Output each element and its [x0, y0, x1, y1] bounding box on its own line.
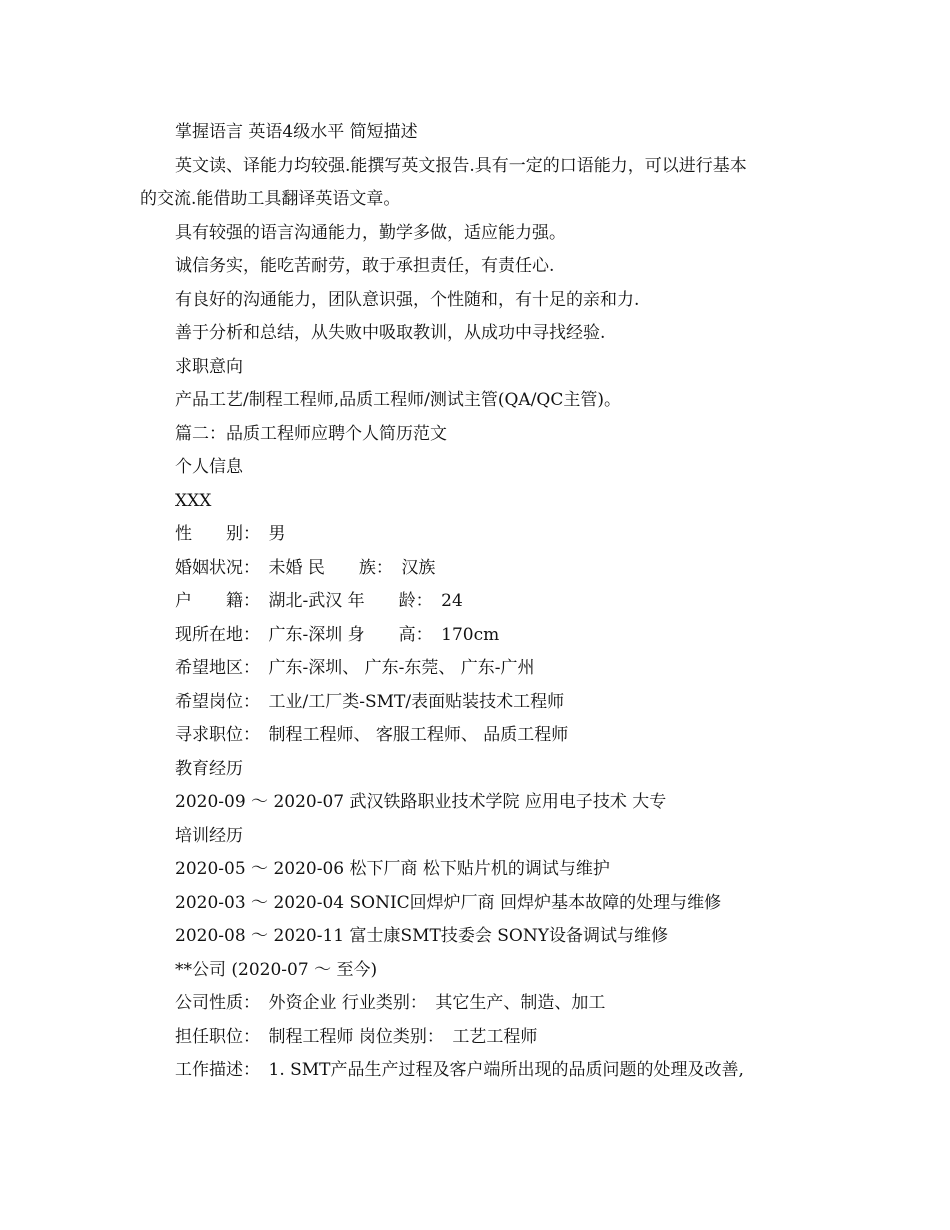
line-language-header: 掌握语言 英语4级水平 简短描述: [175, 122, 418, 142]
line-company: **公司 (2020-07 ～ 至今): [175, 959, 378, 980]
line-location-height: 现所在地： 广东-深圳 身 高： 170cm: [175, 624, 500, 645]
document-body: [140, 116, 820, 1088]
section-training: 培训经历: [175, 825, 243, 846]
line-self-evaluation-3: 有良好的沟通能力，团队意识强，个性随和，有十足的亲和力.: [175, 289, 640, 310]
line-desired-post: 希望岗位： 工业/工厂类-SMT/表面贴装技术工程师: [175, 691, 565, 712]
line-self-evaluation-2: 诚信务实，能吃苦耐劳，敢于承担责任，有责任心.: [175, 256, 555, 276]
line-self-evaluation-1: 具有较强的语言沟通能力，勤学多做，适应能力强。: [175, 222, 566, 243]
line-training-entry-1: 2020-05 ～ 2020-06 松下厂商 松下贴片机的调试与维护: [175, 859, 610, 879]
line-company-type: 公司性质： 外资企业 行业类别： 其它生产、制造、加工: [175, 993, 606, 1013]
section-job-intention: 求职意向: [175, 356, 243, 377]
line-training-entry-3: 2020-08 ～ 2020-11 富士康SMT技委会 SONY设备调试与维修: [175, 926, 668, 946]
line-self-evaluation-4: 善于分析和总结，从失败中吸取教训，从成功中寻找经验.: [175, 323, 606, 343]
section-education: 教育经历: [175, 758, 243, 779]
line-job-title: 担任职位： 制程工程师 岗位类别： 工艺工程师: [175, 1026, 538, 1047]
line-gender: 性 别： 男: [175, 524, 286, 544]
line-training-entry-2: 2020-03 ～ 2020-04 SONIC回焊炉厂商 回焊炉基本故障的处理与维修: [175, 892, 722, 913]
line-job-intention: 产品工艺/制程工程师,品质工程师/测试主管(QA/QC主管)。: [175, 390, 622, 410]
line-name: XXX: [175, 490, 212, 511]
line-desired-region: 希望地区： 广东-深圳、 广东-东莞、 广东-广州: [175, 658, 535, 678]
line-education-entry: 2020-09 ～ 2020-07 武汉铁路职业技术学院 应用电子技术 大专: [175, 792, 667, 812]
line-english-ability-2: 的交流.能借助工具翻译英语文章。: [140, 189, 401, 209]
line-hometown-age: 户 籍： 湖北-武汉 年 龄： 24: [175, 591, 463, 611]
section-personal-info: 个人信息: [175, 457, 243, 477]
line-job-description: 工作描述： 1. SMT产品生产过程及客户端所出现的品质问题的处理及改善,: [175, 1060, 744, 1080]
line-english-ability-1: 英文读、译能力均较强.能撰写英文报告.具有一定的口语能力，可以进行基本: [175, 155, 747, 176]
line-sought-position: 寻求职位： 制程工程师、 客服工程师、 品质工程师: [175, 725, 569, 745]
line-marital-ethnicity: 婚姻状况： 未婚 民 族： 汉族: [175, 557, 436, 578]
chapter-title: 篇二：品质工程师应聘个人简历范文: [175, 423, 447, 444]
